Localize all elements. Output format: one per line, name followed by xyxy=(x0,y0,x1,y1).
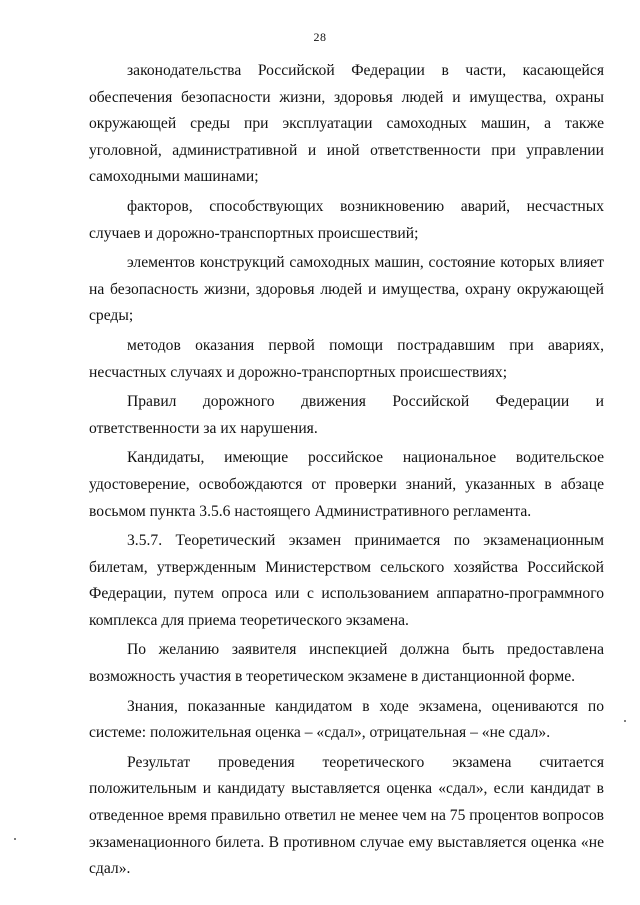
paragraph-traffic-rules: Правил дорожного движения Российской Федерации и ответственности за их нарушения. xyxy=(89,393,604,437)
paragraph-license-holders: Кандидаты, имеющие российское национальное водительское удостоверение, освобождаются от проверки знаний, указанных в абзаце восьмом пункта 3.5.6 настоящего Административного регламента. xyxy=(89,449,604,520)
paragraph-section-3-5-7: 3.5.7. Теоретический экзамен принимается по экзаменационным билетам, утвержденным Министерством сельского хозяйства Российской Федерации, путем опроса или с использованием аппаратно-программного комплекса для приема теоретического экзамена. xyxy=(89,532,604,629)
paragraph-machine-elements: элементов конструкций самоходных машин, состояние которых влияет на безопасность жизни, здоровья людей и имущества, охрану окружающей среды; xyxy=(89,254,604,325)
paragraph-grading-system: Знания, показанные кандидатом в ходе экзамена, оцениваются по системе: положительная оценка – «сдал», отрицательная – «не сдал». xyxy=(89,697,604,742)
scan-speck xyxy=(624,720,626,722)
paragraph-legislation: законодательства Российской Федерации в части, касающейся обеспечения безопасности жизни, здоровья людей и имущества, охраны окружающей среды при эксплуатации самоходных машин, а также уголовной, административной и иной ответственности при управлении самоходными машинами; xyxy=(89,62,604,186)
paragraph-accident-factors: факторов, способствующих возникновению аварий, несчастных случаев и дорожно-транспортных происшествий; xyxy=(89,197,604,242)
paragraph-remote-exam: По желанию заявителя инспекцией должна быть предоставлена возможность участия в теоретическом экзамене в дистанционной форме. xyxy=(89,641,604,686)
scan-speck xyxy=(14,838,16,840)
paragraph-first-aid: методов оказания первой помощи пострадавшим при авариях, несчастных случаях и дорожно-транспортных происшествиях; xyxy=(89,336,604,381)
paragraph-exam-result: Результат проведения теоретического экзамена считается положительным и кандидату выставляется оценка «сдал», если кандидат в отведенное время правильно ответил не менее чем на 75 процентов вопросов экзаменационного билета. В противном случае ему выставляется оценка «не сдал». xyxy=(89,753,604,878)
page-number: 28 xyxy=(313,30,327,44)
document-body xyxy=(89,58,604,883)
